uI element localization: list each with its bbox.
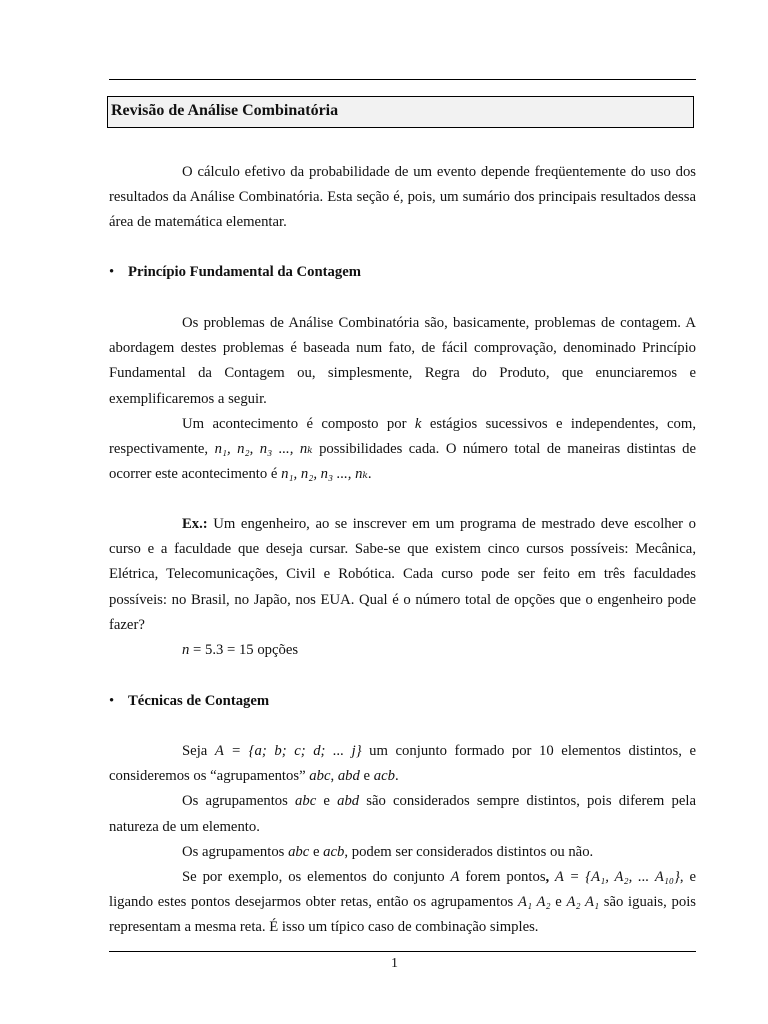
text-run: Um acontecimento é composto por	[182, 415, 415, 432]
text-run: .	[367, 466, 372, 483]
variable-n: n	[182, 642, 190, 659]
example-paragraph	[109, 512, 696, 638]
text-run: e	[309, 843, 324, 860]
group-abc: abc	[288, 843, 310, 860]
text-run: , podem ser considerados distintos ou não.	[344, 843, 594, 860]
distinct-paragraph	[109, 789, 696, 839]
text-run: são iguais, pois representam a mesma reta. É isso um típico caso de combinação simples.	[109, 894, 696, 936]
section1-body	[109, 311, 696, 487]
example-answer	[109, 638, 696, 663]
bullet-icon: •	[109, 264, 115, 280]
intro-paragraph: O cálculo efetivo da probabilidade de um evento depende freqüentemente do uso dos resultados da Análise Combinatória. Esta seção é, pois, um sumário dos principais resultados dessa área de matemática elementar.	[109, 164, 696, 231]
stages-paragraph	[109, 412, 696, 488]
set-definition: A = {a; b; c; d; ... j}	[214, 743, 362, 759]
section-heading-label: Princípio Fundamental da Contagem	[128, 264, 361, 280]
text-run: e	[316, 793, 338, 810]
principle-paragraph: Os problemas de Análise Combinatória são, basicamente, problemas de contagem. A abordagem destes problemas é baseada num fato, de fácil comprovação, denominado Princípio Fundamental da Contagem ou, simplesmente, Regra do Produto, que enunciaremos e exemplificaremos a seguir.	[109, 315, 696, 407]
order-paragraph	[109, 840, 696, 865]
text-run: .	[394, 768, 399, 785]
text-run: possibilidades cada. O número total de maneiras distintas de ocorrer este acontecimento é	[109, 441, 696, 483]
set-paragraph	[109, 739, 696, 789]
group-abc: abc	[309, 768, 331, 785]
header-rule	[109, 79, 696, 80]
page-title: Revisão de Análise Combinatória	[107, 96, 694, 128]
text-run: Os agrupamentos	[182, 793, 296, 810]
section-heading-contagem	[109, 260, 696, 285]
variable-A: A	[450, 869, 460, 886]
text-run: ,	[545, 869, 550, 886]
example-label: Ex.:	[182, 516, 208, 532]
text-run: estágios sucessivos e independentes, com, respectivamente,	[109, 415, 696, 458]
variable-k: k	[414, 415, 422, 432]
sequence-n: n₁, n₂, n₃ ..., nₖ	[214, 441, 313, 458]
section-heading-label: Técnicas de Contagem	[128, 693, 270, 709]
sequence-n: n₁, n₂, n₃ ..., nₖ	[281, 466, 368, 483]
section2-body	[109, 739, 696, 941]
page-number: 1	[391, 956, 398, 971]
intro-section	[109, 160, 696, 236]
points-set: A = {A₁, A₂, ... A₁₀}	[549, 869, 680, 886]
text-run: um conjunto formado por 10 elementos distintos, e consideremos os “agrupamentos”	[109, 743, 697, 785]
text-run: e	[550, 894, 567, 911]
text-run: , e ligando estes pontos desejarmos obter retas, então os agrupamentos	[109, 869, 696, 911]
footer-rule	[109, 951, 696, 952]
group-acb: acb	[373, 768, 395, 785]
pair-a1-a2: A₁ A₂	[517, 894, 551, 911]
group-abc: abc	[295, 793, 317, 810]
section-heading-tecnicas	[109, 689, 696, 714]
text-run: são considerados sempre distintos, pois diferem pela natureza de um elemento.	[109, 793, 696, 835]
pair-a2-a1: A₂ A₁	[566, 894, 600, 911]
example-section	[109, 512, 696, 663]
answer-text: = 5.3 = 15 opções	[189, 642, 299, 659]
bullet-icon: •	[109, 693, 115, 709]
group-abd: abd	[337, 768, 360, 785]
text-run: forem pontos	[459, 869, 546, 886]
text-run: Os agrupamentos	[182, 843, 289, 860]
document-page	[109, 0, 696, 1024]
text-run: ,	[330, 768, 338, 785]
text-run: Seja	[182, 743, 215, 759]
group-acb: acb	[323, 843, 345, 860]
group-abd: abd	[337, 793, 360, 810]
points-paragraph	[109, 865, 696, 941]
text-run: Se por exemplo, os elementos do conjunto	[182, 869, 451, 886]
text-run: e	[359, 768, 374, 785]
example-text: Um engenheiro, ao se inscrever em um programa de mestrado deve escolher o curso e a faculdade que deseja cursar. Sabe-se que existem cinco cursos possíveis: Mecânica, Elétrica, Telecomunicações, Civil e Robótica. Cada curso pode ser feito em três faculdades possíveis: no Brasil, no Japão, nos EUA. Qual é o número total de opções que o engenheiro pode fazer?	[109, 516, 696, 633]
